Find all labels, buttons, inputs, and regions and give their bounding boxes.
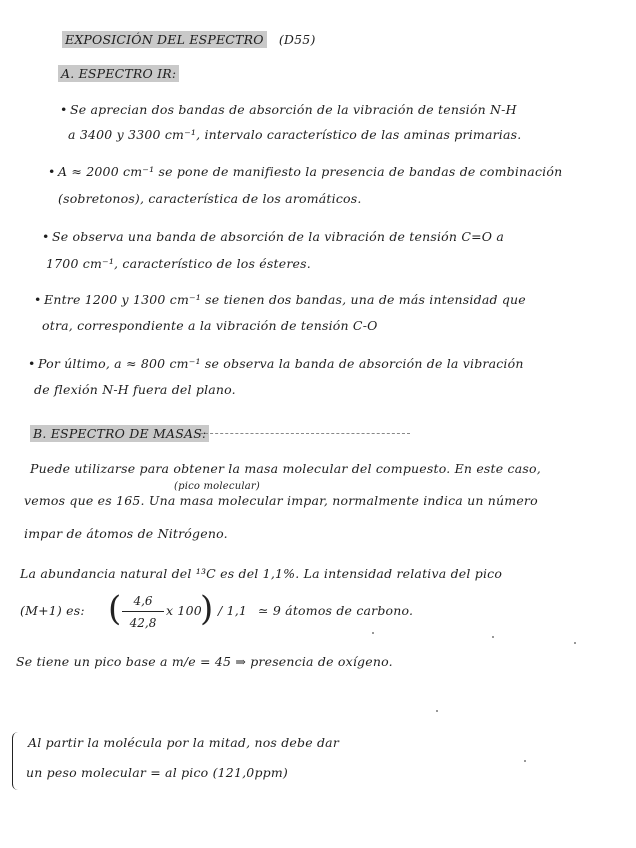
section-b-title: B. ESPECTRO DE MASAS: bbox=[30, 426, 209, 442]
mass-p3: Se tiene un pico base a m/e = 45 ⇒ presencia de oxígeno. bbox=[16, 654, 393, 669]
mass-p2-result: ≃ 9 átomos de carbono. bbox=[258, 603, 414, 618]
ir-bullet-4-line1: • Entre 1200 y 1300 cm⁻¹ se tienen dos bandas, una de más intensidad que bbox=[34, 292, 526, 307]
mass-p2-divisor: / 1,1 bbox=[218, 603, 248, 618]
ir-bullet-4-line2: otra, correspondiente a la vibración de tensión C-O bbox=[42, 318, 378, 333]
mass-p2-prefix: (M+1) es: bbox=[20, 603, 85, 618]
ir-bullet-1-line1: • Se aprecian dos bandas de absorción de la vibración de tensión N-H bbox=[60, 102, 517, 117]
mass-p2-line1: La abundancia natural del ¹³C es del 1,1%. La intensidad relativa del pico bbox=[20, 566, 503, 581]
scan-speck bbox=[524, 760, 526, 762]
ir-bullet-5-line1: • Por último, a ≈ 800 cm⁻¹ se observa la banda de absorción de la vibración bbox=[28, 356, 524, 371]
mass-p4-line2: un peso molecular = al pico (121,0ppm) bbox=[26, 765, 288, 780]
curly-brace bbox=[12, 732, 21, 790]
mass-p1-line2: vemos que es 165. Una masa molecular impar, normalmente indica un número bbox=[24, 493, 538, 508]
mass-p1-note: (pico molecular) bbox=[174, 481, 261, 492]
scan-speck bbox=[492, 636, 494, 638]
ir-bullet-2-line1: • A ≈ 2000 cm⁻¹ se pone de manifiesto la presencia de bandas de combinación bbox=[48, 164, 563, 179]
fraction-bar bbox=[122, 611, 164, 612]
scan-speck bbox=[372, 632, 374, 634]
ir-bullet-1-line2: a 3400 y 3300 cm⁻¹, intervalo característico de las aminas primarias. bbox=[68, 127, 522, 142]
ir-bullet-2-line2: (sobretonos), característica de los aromáticos. bbox=[58, 191, 362, 206]
ir-bullet-3-line1: • Se observa una banda de absorción de la vibración de tensión C=O a bbox=[42, 229, 505, 244]
document-heading bbox=[62, 32, 316, 48]
ir-bullet-5-line2: de flexión N-H fuera del plano. bbox=[34, 382, 236, 397]
open-paren: ( bbox=[108, 589, 122, 629]
scan-speck bbox=[436, 710, 438, 712]
section-b-underline bbox=[200, 433, 410, 434]
ir-bullet-3-line2: 1700 cm⁻¹, característico de los ésteres. bbox=[46, 256, 311, 271]
heading-title: EXPOSICIÓN DEL ESPECTRO bbox=[62, 31, 267, 48]
mass-p1-line3: impar de átomos de Nitrógeno. bbox=[24, 526, 228, 541]
fraction-denominator: 42,8 bbox=[129, 616, 157, 630]
fraction-numerator: 4,6 bbox=[133, 594, 153, 608]
heading-code: (D55) bbox=[278, 32, 316, 47]
section-a-title: A. ESPECTRO IR: bbox=[58, 66, 179, 82]
close-paren: ) bbox=[200, 589, 214, 629]
mass-p1-line1: Puede utilizarse para obtener la masa molecular del compuesto. En este caso, bbox=[30, 461, 541, 476]
mass-p4-line1: Al partir la molécula por la mitad, nos debe dar bbox=[28, 735, 340, 750]
scan-speck bbox=[574, 642, 576, 644]
fraction-multiplier: x 100 bbox=[166, 603, 202, 618]
